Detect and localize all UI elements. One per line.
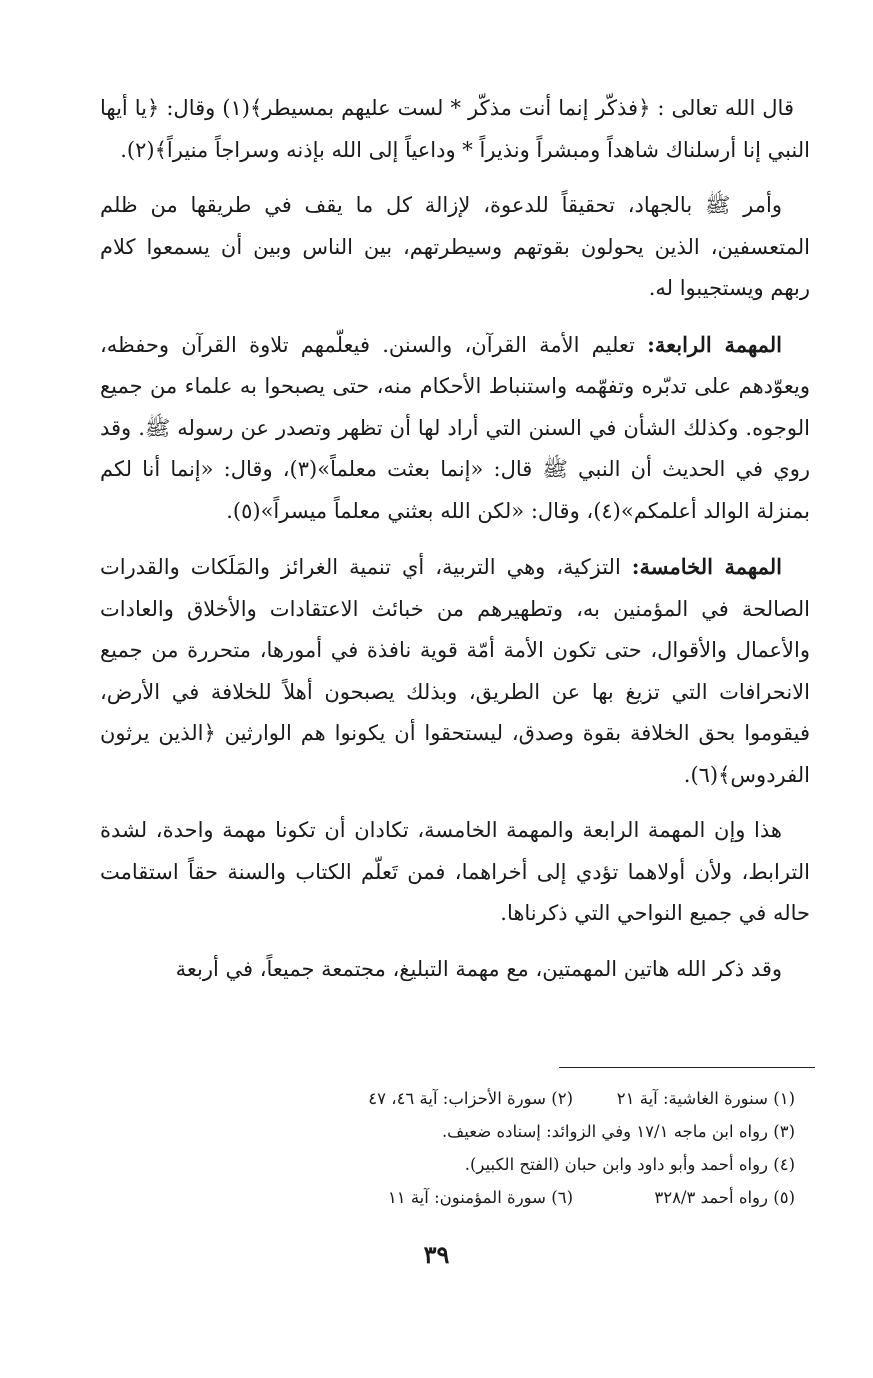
paragraph-6-text: وقد ذكر الله هاتين المهمتين، مع مهمة التبليغ، مجتمعة جميعاً، في أربعة [175,956,782,981]
page-number: ٣٩ [423,1240,450,1269]
footnote-2: (٢) سورة الأحزاب: آية ٤٦، ٤٧ [368,1089,573,1108]
footnote-row [125,1115,795,1148]
paragraph-4 [100,546,810,796]
paragraph-3-text: تعليم الأمة القرآن، والسنن. فيعلّمهم تلاوة القرآن وحفظه، ويعوّدهم على تدبّره وتفهّمه واستنباط الأحكام منه، حتى يصبحوا به علماء من جميع الوجوه. وكذلك الشأن في السنن التي أراد لها أن تظهر وتصدر عن رسوله ﷺ. وقد روي في الحديث أن النبي ﷺ قال: «إنما بعثت معلماً»(٣)، وقال: «إنما أنا لكم بمنزلة الوالد أعلمكم»(٤)، وقال: «لكن الله بعثني معلماً ميسراً»(٥). [100,332,810,523]
footnote-row [125,1148,795,1181]
paragraph-3 [100,324,810,533]
paragraph-1-text: قال الله تعالى : ﴿فذكّر إنما أنت مذكّر * لست عليهم بمسيطر﴾(١) وقال: ﴿يا أيها النبي إنا أرسلناك شاهداً ومبشراً ونذيراً * وداعياً إلى الله بإذنه وسراجاً منيراً﴾(٢). [100,96,810,162]
paragraph-2 [100,185,810,310]
footnote-divider [559,1067,815,1068]
paragraph-5-text: هذا وإن المهمة الرابعة والمهمة الخامسة، تكادان أن تكونا مهمة واحدة، لشدة الترابط، ولأن أولاهما تؤدي إلى أخراهما، فمن تَعلّم الكتاب والسنة حقاً استقامت حاله في جميع النواحي التي ذكرناها. [100,818,810,925]
footnote-4: (٤) رواه أحمد وأبو داود وابن حبان (الفتح الكبير). [464,1155,795,1174]
footnote-1: (١) سنورة الغاشية: آية ٢١ [616,1089,795,1108]
main-text [100,88,810,990]
footnote-row [125,1082,795,1115]
paragraph-5 [100,810,810,935]
paragraph-6 [100,949,810,991]
paragraph-4-text: التزكية، وهي التربية، أي تنمية الغرائز والمَلَكات والقدرات الصالحة في المؤمنين به، وتطهيرهم من خبائث الاعتقادات والأخلاق والعادات والأعمال والأقوال، حتى تكون الأمة أمّة قوية نافذة في أمورها، متحررة من جميع الانحرافات التي تزيغ بها عن الطريق، وبذلك يصبحون أهلاً للخلافة في الأرض، فيقوموا بحق الخلافة بقوة وصدق، ليستحقوا أن يكونوا هم الوارثين ﴿الذين يرثون الفردوس﴾(٦). [100,555,810,787]
paragraph-3-heading: المهمة الرابعة: [647,331,783,357]
footnotes [125,1082,795,1214]
footnote-3: (٣) رواه ابن ماجه ١٧/١ وفي الزوائد: إسناده ضعيف. [441,1122,795,1141]
footnote-6: (٦) سورة المؤمنون: آية ١١ [387,1188,573,1207]
paragraph-1 [100,88,810,171]
paragraph-2-text: وأمر ﷺ بالجهاد، تحقيقاً للدعوة، لإزالة كل ما يقف في طريقها من ظلم المتعسفين، الذين يحولون بقوتهم وسيطرتهم، بين الناس وبين أن يسمعوا كلام ربهم ويستجيبوا له. [100,193,810,300]
paragraph-4-heading: المهمة الخامسة: [631,554,782,579]
footnote-row [125,1181,795,1214]
footnote-5: (٥) رواه أحمد ٣٢٨/٣ [654,1188,795,1207]
